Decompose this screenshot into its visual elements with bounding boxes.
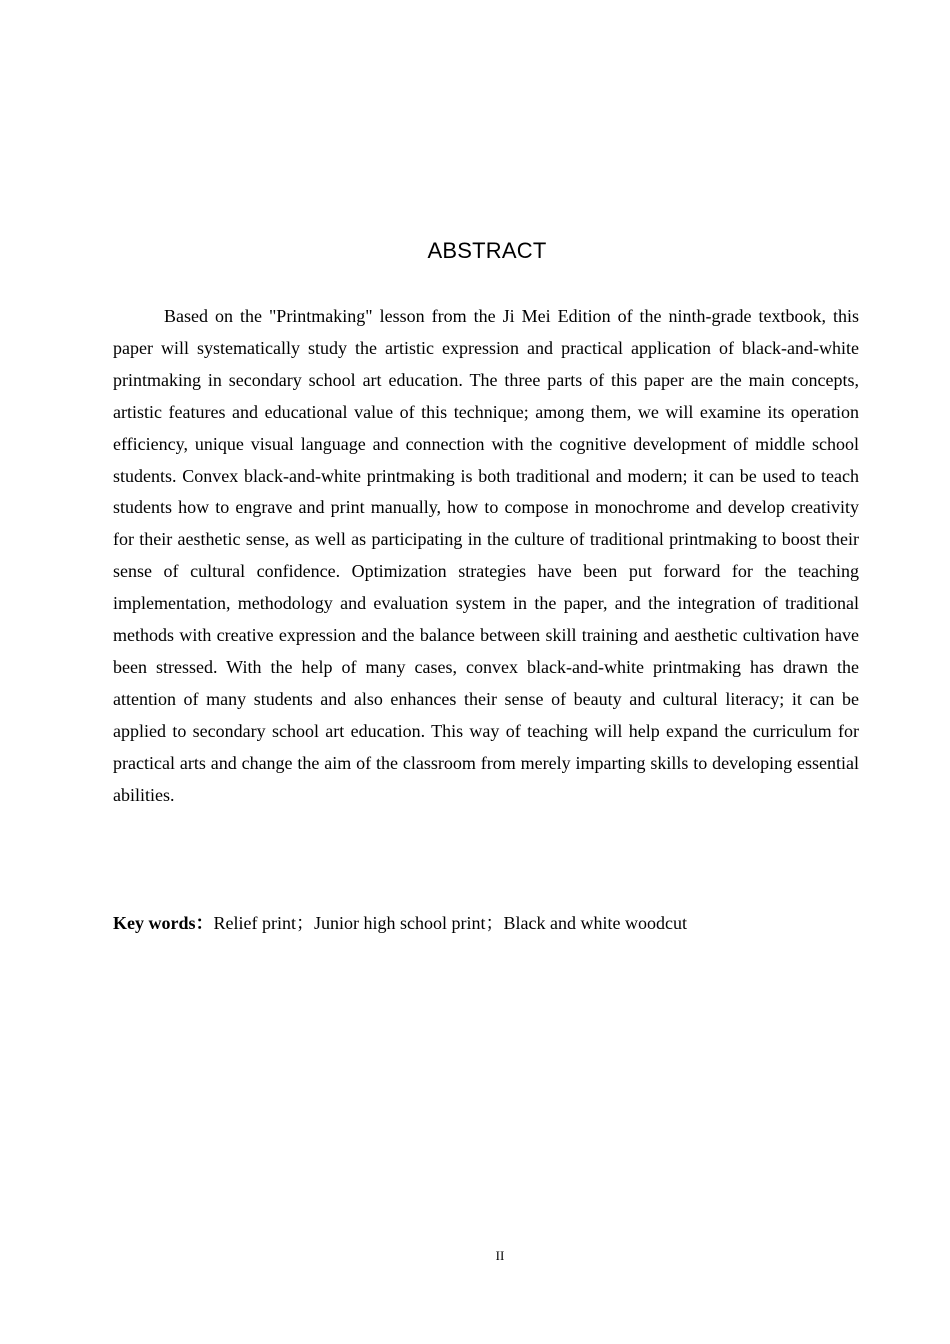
keyword-item: Junior high school print； xyxy=(313,913,504,933)
keywords-label: Key words： xyxy=(113,913,214,933)
keyword-item: Relief print； xyxy=(213,913,314,933)
keywords-line xyxy=(113,908,859,939)
keyword-item: Black and white woodcut xyxy=(503,913,687,933)
abstract-heading: ABSTRACT xyxy=(427,238,547,263)
abstract-paragraph: Based on the "Printmaking" lesson from the Ji Mei Edition of the ninth-grade textbook, this paper will systematically study the artistic expression and practical application of black-and-white printmaking in secondary school art education. The three parts of this paper are the main concepts, artistic features and educational value of this technique; among them, we will examine its operation efficiency, unique visual language and connection with the cognitive development of middle school students. Convex black-and-white printmaking is both traditional and modern; it can be used to teach students how to engrave and print manually, how to compose in monochrome and develop creativity for their aesthetic sense, as well as participating in the culture of traditional printmaking to boost their sense of cultural confidence. Optimization strategies have been put forward for the teaching implementation, methodology and evaluation system in the paper, and the integration of traditional methods with creative expression and the balance between skill training and aesthetic cultivation have been stressed. With the help of many cases, convex black-and-white printmaking has drawn the attention of many students and also enhances their sense of beauty and cultural literacy; it can be applied to secondary school art education. This way of teaching will help expand the curriculum for practical arts and change the aim of the classroom from merely imparting skills to developing essential abilities. xyxy=(113,306,859,805)
page-number: II xyxy=(495,1248,505,1263)
